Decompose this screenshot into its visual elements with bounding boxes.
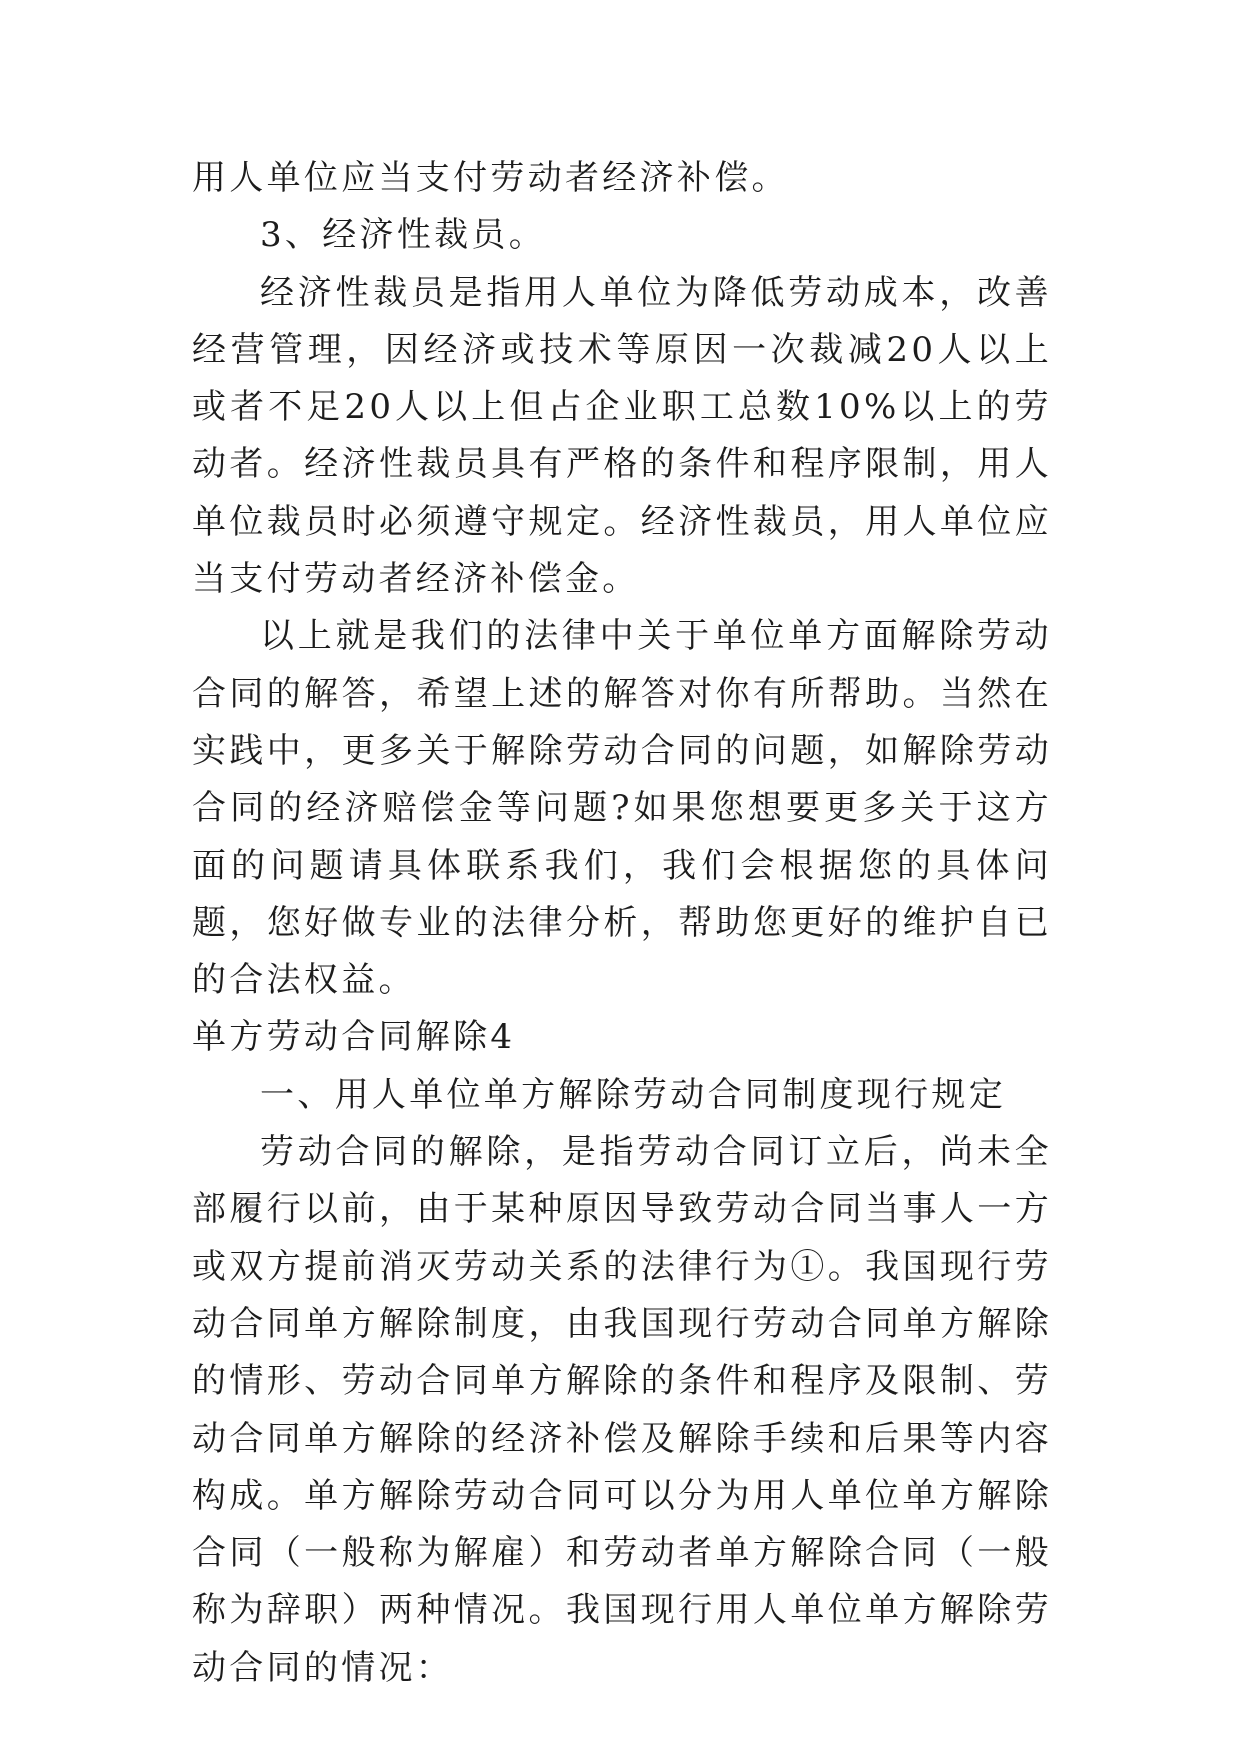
paragraph-item-3-heading: 3、经济性裁员。 [260, 215, 547, 256]
paragraph-contract-termination: 劳动合同的解除，是指劳动合同订立后，尚未全部履行以前，由于某种原因导致劳动合同当事人一方或双方提前消灭劳动关系的法律行为①。我国现行劳动合同单方解除制度，由我国现行劳动合同单方解除的情形、劳动合同单方解除的条件和程序及限制、劳动合同单方解除的经济补偿及解除手续和后果等内容构成。单方解除劳动合同可以分为用人单位单方解除合同（一般称为解雇）和劳动者单方解除合同（一般称为辞职）两种情况。我国现行用人单位单方解除劳动合同的情况： [192, 1132, 1052, 1688]
subsection-heading: 一、用人单位单方解除劳动合同制度现行规定 [260, 1074, 1006, 1115]
paragraph-economic-layoff: 经济性裁员是指用人单位为降低劳动成本，改善经营管理，因经济或技术等原因一次裁减20人以上或者不足20人以上但占企业职工总数10%以上的劳动者。经济性裁员具有严格的条件和程序限制，用人单位裁员时必须遵守规定。经济性裁员，用人单位应当支付劳动者经济补偿金。 [192, 272, 1052, 600]
paragraph-compensation-end: 用人单位应当支付劳动者经济补偿。 [192, 158, 789, 198]
paragraph-summary: 以上就是我们的法律中关于单位单方面解除劳动合同的解答，希望上述的解答对你有所帮助。当然在实践中，更多关于解除劳动合同的问题，如解除劳动合同的经济赔偿金等问题?如果您想要更多关于这方面的问题请具体联系我们，我们会根据您的具体问题，您好做专业的法律分析，帮助您更好的维护自已的合法权益。 [192, 616, 1052, 1001]
document-page [192, 150, 1052, 1697]
section-title: 单方劳动合同解除4 [192, 1017, 516, 1058]
